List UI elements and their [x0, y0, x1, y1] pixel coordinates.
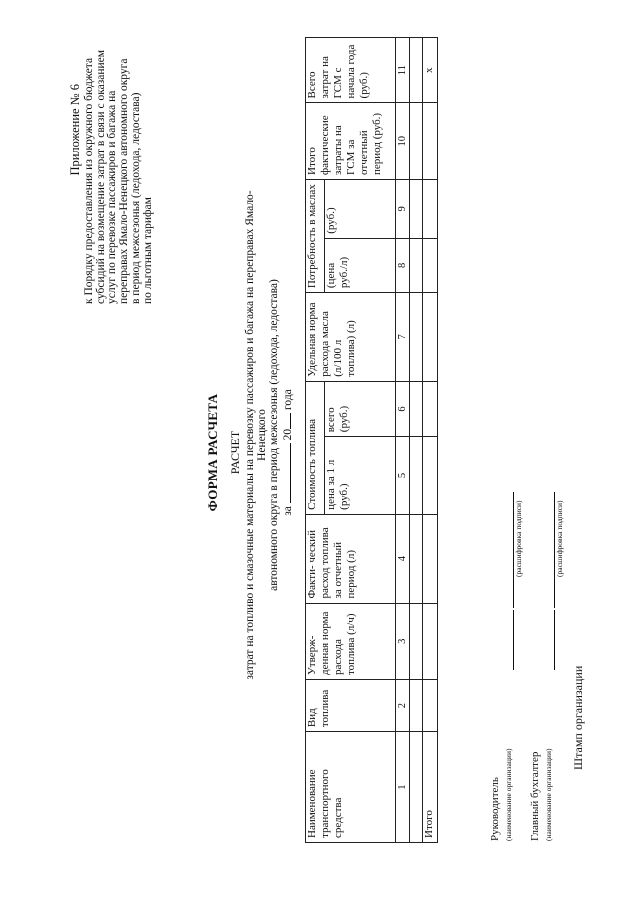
calculation-subtitle-line: затрат на топливо и смазочные материалы на перевозку пассажиров и багажа на переправах Ямало-Ненецкого — [244, 190, 268, 680]
total-row-label: Итого — [423, 732, 438, 843]
head-decode-caption: (расшифровка подписи) — [514, 500, 523, 577]
column-number: 4 — [396, 514, 410, 603]
year-prefix: 20 — [282, 428, 294, 441]
table-cell[interactable] — [423, 293, 438, 382]
accountant-signature-line[interactable] — [553, 610, 555, 670]
appendix-line: к Порядку предоставления из окружного бюджета — [83, 57, 95, 304]
appendix-line: переправах Ямало-Ненецкого автономного округа — [118, 58, 131, 304]
table-cell[interactable] — [410, 514, 423, 603]
table-cell[interactable] — [423, 238, 438, 292]
column-number: 9 — [396, 179, 410, 238]
accountant-decode-caption: (расшифровка подписи) — [555, 500, 564, 577]
header-fuel-total: всего (руб.) — [325, 381, 396, 436]
form-title: ФОРМА РАСЧЕТА — [205, 393, 220, 512]
table-cell[interactable] — [410, 680, 423, 732]
table-cell[interactable] — [410, 293, 423, 382]
header-oil-need: Потребность в маслах — [306, 179, 325, 292]
year-suffix: года — [282, 389, 294, 411]
period-blank[interactable] — [280, 443, 291, 503]
calculation-table — [305, 37, 438, 843]
table-cell[interactable] — [410, 381, 423, 436]
total-row-mark: х — [423, 38, 438, 103]
column-number-row — [396, 38, 410, 843]
organization-stamp: Штамп организации — [571, 665, 585, 770]
head-org-caption: (наименование организации) — [504, 748, 513, 841]
header-oil-price: (цена руб./л) — [325, 238, 396, 292]
calculation-title: РАСЧЕТ — [228, 430, 242, 475]
accountant-label: Главный бухгалтер — [529, 751, 541, 841]
appendix-line: в период межсезонья (ледохода, ледостава) — [129, 92, 142, 304]
table-cell[interactable] — [410, 238, 423, 292]
table-cell[interactable] — [423, 437, 438, 515]
header-fuel-price: цена за 1 л (руб.) — [325, 437, 396, 515]
table-cell[interactable] — [410, 437, 423, 515]
table-cell[interactable] — [423, 179, 438, 238]
header-oil-rub: (руб.) — [325, 179, 396, 238]
calculation-subtitle — [245, 175, 280, 695]
header-fuel-cost: Стоимость топлива — [306, 381, 325, 514]
column-number: 7 — [396, 293, 410, 382]
calculation-subtitle-line: автономного округа в период межсезонья (ледохода, ледостава) — [267, 279, 280, 591]
total-row — [423, 38, 438, 843]
appendix-line: субсидий на возмещение затрат в связи с оказанием — [94, 49, 107, 304]
header-total-gsm: Всего затрат на ГСМ с начала года (руб.) — [306, 38, 396, 103]
header-fuel-type: Вид топлива — [306, 680, 396, 732]
head-label: Руководитель — [489, 777, 501, 841]
appendix-text — [84, 40, 154, 304]
table-cell[interactable] — [410, 38, 423, 103]
column-number: 10 — [396, 103, 410, 180]
appendix-line: по льготным тарифам — [141, 197, 154, 304]
period-line — [280, 0, 294, 905]
appendix-line: услуг по перевозке пассажиров и багажа на — [106, 90, 119, 304]
header-vehicle: Наименование транспортного средства — [306, 732, 396, 843]
column-number: 5 — [396, 437, 410, 515]
header-oil-norm: Удельная норма расхода масла (л/100 л топлива) (л) — [306, 293, 396, 382]
column-number: 11 — [396, 38, 410, 103]
column-number: 1 — [396, 732, 410, 843]
appendix-title: Приложение № 6 — [68, 84, 82, 176]
table-cell[interactable] — [423, 103, 438, 180]
period-prefix: за — [282, 506, 294, 516]
accountant-org-caption: (наименование организации) — [544, 748, 553, 841]
year-blank[interactable] — [280, 413, 291, 429]
table-row — [410, 38, 423, 843]
column-number: 2 — [396, 680, 410, 732]
table-cell[interactable] — [410, 732, 423, 843]
table-cell[interactable] — [423, 514, 438, 603]
column-number: 8 — [396, 238, 410, 292]
table-cell[interactable] — [410, 179, 423, 238]
column-number: 3 — [396, 603, 410, 680]
header-actual-gsm: Итого фактические затраты на ГСМ за отчетный период (руб.) — [306, 103, 396, 180]
head-signature-line[interactable] — [512, 610, 514, 670]
table-cell[interactable] — [423, 603, 438, 680]
table-cell[interactable] — [423, 680, 438, 732]
column-number: 6 — [396, 381, 410, 436]
table-header-row — [306, 38, 325, 843]
table-cell[interactable] — [410, 103, 423, 180]
header-approved-norm: Утверж- денная норма расхода топлива (л/ч) — [306, 603, 396, 680]
header-actual-consumption: Факти- ческий расход топлива за отчетный период (л) — [306, 514, 396, 603]
table-cell[interactable] — [410, 603, 423, 680]
table-cell[interactable] — [423, 381, 438, 436]
